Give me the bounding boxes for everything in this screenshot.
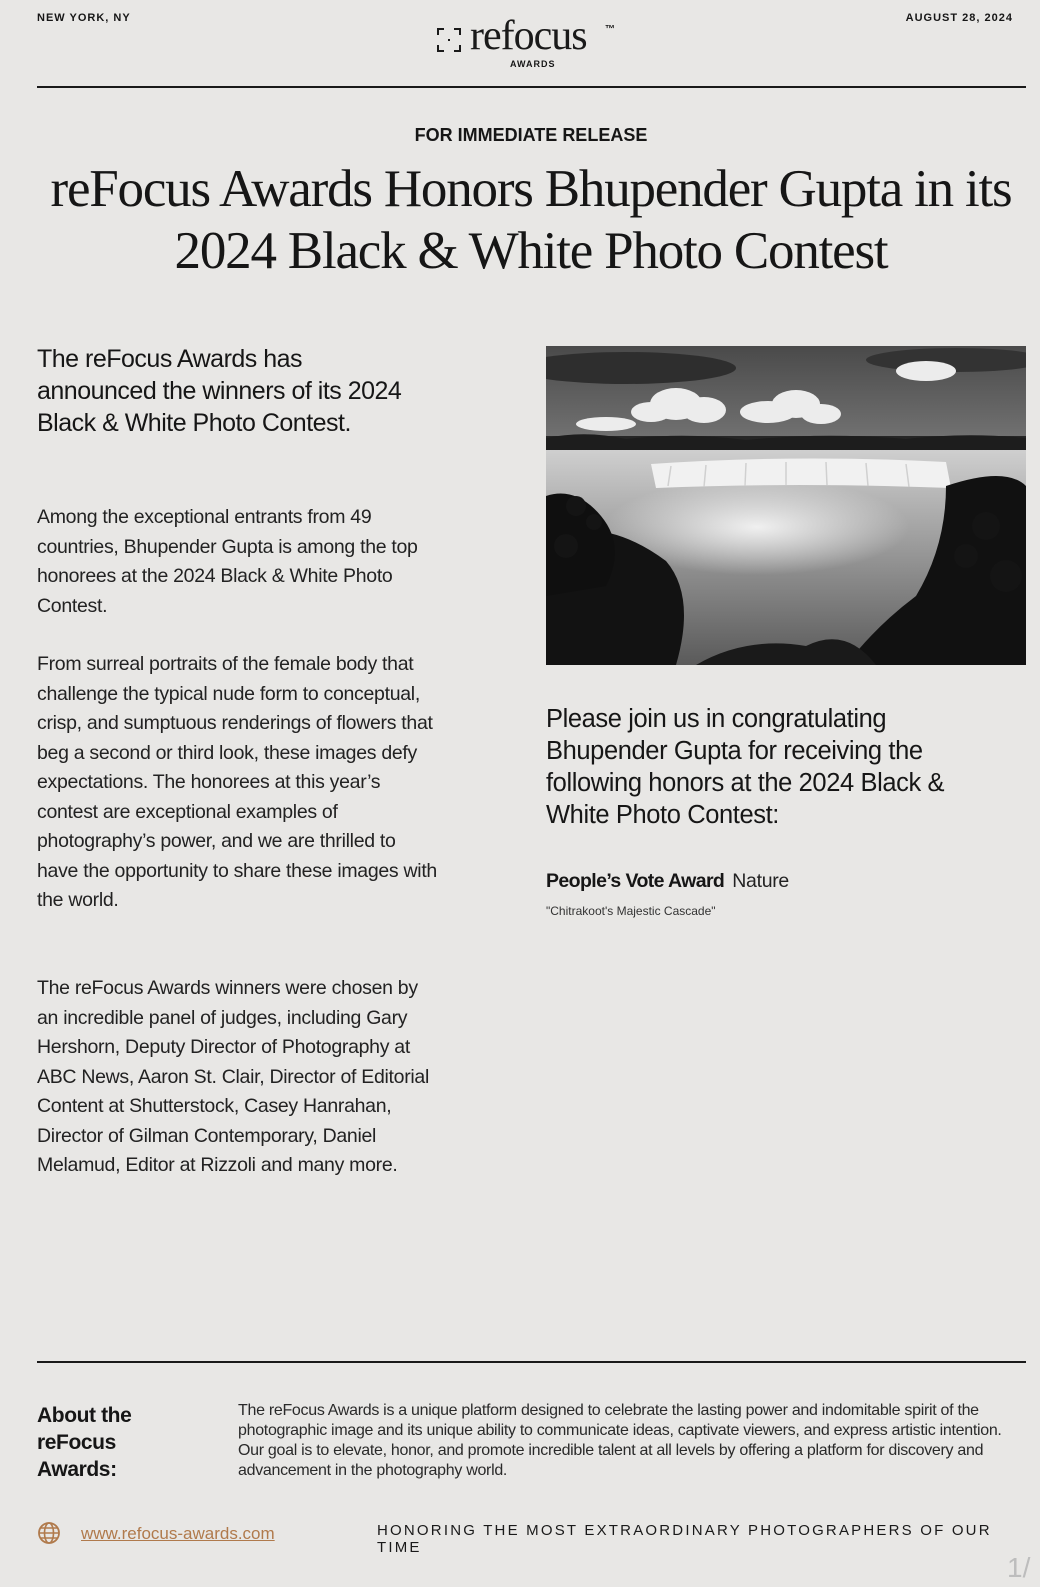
lead-paragraph: The reFocus Awards has announced the winners of its 2024 Black & White Photo Contest. [37,345,402,437]
award-entry [546,870,789,893]
about-heading: About the reFocus Awards: [37,1404,132,1481]
award-category: Nature [732,870,789,892]
refocus-logo [432,8,632,72]
body-paragraph: From surreal portraits of the female body that challenge the typical nude form to conceptual, crisp, and sumptuous renderings of flowers that beg a second or third look, these images defy expectations. The honorees at this year’s contest are exceptional examples of photography’s power, and we are thrilled to have the opportunity to share these images with the world. [37,653,437,911]
header-divider [37,86,1026,88]
release-label: FOR IMMEDIATE RELEASE [414,125,648,145]
footer-tagline: HONORING THE MOST EXTRAORDINARY PHOTOGRAPHERS OF OUR TIME [377,1522,992,1556]
body-paragraph: The reFocus Awards winners were chosen by an incredible panel of judges, including Gary Hershorn, Deputy Director of Photography at ABC News, Aaron St. Clair, Director of Editorial Content at Shutterstock, Casey Hanrahan, Director of Gilman Contemporary, Daniel Melamud, Editor at Rizzoli and many more. [37,977,429,1176]
page-number: 1/ [1007,1552,1031,1583]
congratulations-message: Please join us in congratulating Bhupender Gupta for receiving the following honors at the 2024 Black & White Photo Contest: [546,705,945,829]
date-label: AUGUST 28, 2024 [905,12,1013,24]
page-title: reFocus Awards Honors Bhupender Gupta in its 2024 Black & White Photo Contest [50,160,1012,280]
location-label: NEW YORK, NY [37,12,131,24]
focus-brackets-icon [437,28,461,52]
award-name: People’s Vote Award [546,870,725,892]
body-paragraph: Among the exceptional entrants from 49 countries, Bhupender Gupta is among the top honorees at the 2024 Black & White Photo Contest. [37,506,418,617]
logo-awards-subtitle: AWARDS [510,59,556,69]
photo-title: "Chitrakoot's Majestic Cascade" [546,904,716,918]
logo-wordmark: refocus [470,13,587,59]
logo-trademark: ™ [605,24,615,35]
winning-photo [546,346,1026,665]
about-description: The reFocus Awards is a unique platform designed to celebrate the lasting power and indomitable spirit of the photographic image and its unique ability to communicate ideas, captivate viewers, and express artistic intention. Our goal is to elevate, honor, and promote incredible talent at all levels by offering a platform for discovery and advancement in the photography world. [238,1402,1002,1479]
globe-icon [37,1521,61,1545]
website-link[interactable]: www.refocus-awards.com [81,1524,275,1543]
footer-divider [37,1361,1026,1363]
